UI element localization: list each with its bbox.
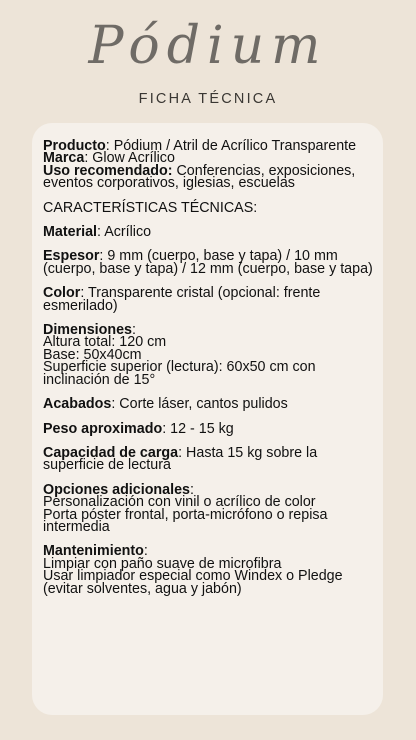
spec-espesor [43, 250, 373, 275]
spec-line: Altura total: 120 cm [43, 334, 167, 351]
spec-label: Opciones adicionales [43, 481, 190, 498]
spec-suffix: : [190, 481, 194, 498]
spec-value: : Glow Acrílico [84, 150, 175, 167]
spec-label: Producto [43, 138, 106, 154]
spec-label: Color [43, 285, 81, 302]
spec-suffix: : [132, 322, 136, 339]
spec-line: Limpiar con paño suave de microfibra [43, 555, 282, 572]
spec-dimensiones [43, 324, 373, 386]
spec-suffix: : [143, 543, 148, 560]
page-subtitle: FICHA TÉCNICA [138, 91, 278, 107]
spec-label: Capacidad de carga [43, 444, 179, 461]
spec-label: Marca [43, 150, 85, 167]
spec-label: Uso recomendado: [43, 162, 173, 179]
spec-value: : Corte láser, cantos pulidos [111, 396, 288, 413]
brand-title: Pódium [88, 16, 328, 76]
spec-value: Conferencias, exposiciones, eventos corporativos, iglesias, escuelas [43, 162, 356, 192]
spec-label: Mantenimiento [43, 543, 144, 560]
spec-value: : Transparente cristal (opcional: frente esmerilado) [43, 285, 321, 314]
spec-line: Superficie superior (lectura): 60x50 cm con inclinación de 15° [43, 359, 316, 388]
spec-material [43, 224, 373, 241]
spec-line: Usar limpiador especial como Windex o Pledge (evitar solventes, agua y jabón) [43, 568, 343, 597]
spec-value: : Acrílico [97, 224, 152, 241]
spec-label: Espesor [43, 248, 100, 265]
spec-label: Material [43, 224, 98, 241]
spec-mantenimiento [43, 545, 373, 595]
spec-value: : 9 mm (cuerpo, base y tapa) / 10 mm (cuerpo, base y tapa) / 12 mm (cuerpo, base y tapa) [43, 248, 373, 277]
spec-color [43, 287, 373, 312]
section-title: CARACTERÍSTICAS TÉCNICAS: [43, 199, 258, 216]
spec-acabados [43, 396, 373, 413]
spec-opciones [43, 481, 373, 535]
spec-value: : Pódium / Atril de Acrílico Transparente [105, 138, 357, 154]
spec-capacidad [43, 444, 373, 474]
spec-peso [43, 420, 373, 437]
spec-line: Base: 50x40cm [43, 346, 142, 363]
spec-value: : Hasta 15 kg sobre la superficie de lectura [43, 444, 318, 474]
spec-card [32, 123, 383, 715]
spec-value: : 12 - 15 kg [162, 420, 234, 437]
spec-uso [43, 162, 373, 192]
spec-label: Dimensiones [43, 322, 132, 339]
spec-line: Porta póster frontal, porta-micrófono o repisa intermedia [43, 506, 328, 535]
spec-label: Peso aproximado [43, 420, 163, 437]
spec-line: Personalización con vinil o acrílico de color [43, 494, 316, 511]
spec-label: Acabados [43, 396, 112, 413]
